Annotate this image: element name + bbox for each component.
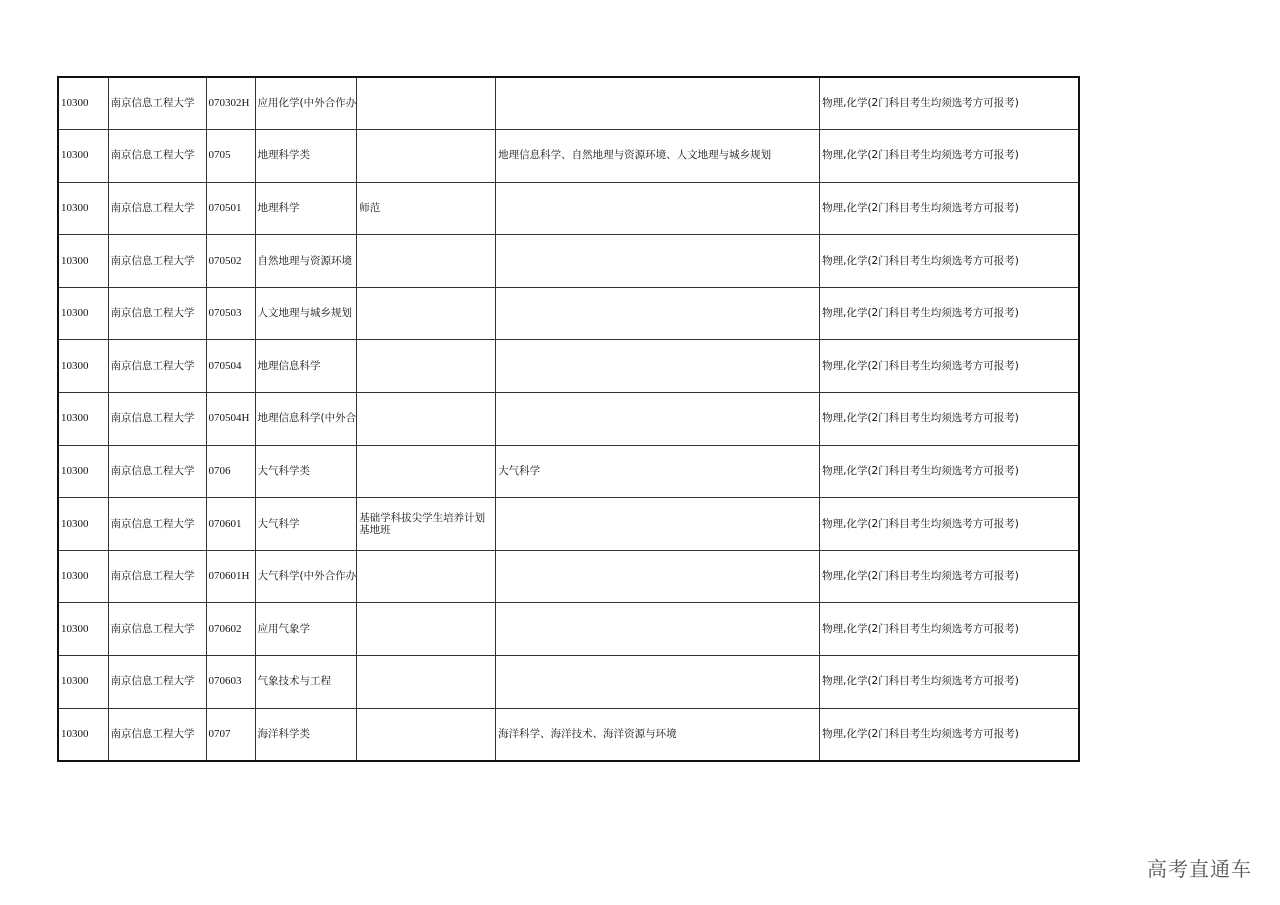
- school-code-cell: 10300: [58, 708, 108, 761]
- major-name-cell: 海洋科学类: [255, 708, 357, 761]
- school-name-cell: 南京信息工程大学: [108, 130, 206, 183]
- school-code-cell: 10300: [58, 603, 108, 656]
- major-note-cell: 基础学科拔尖学生培养计划基地班: [357, 498, 496, 551]
- school-name-cell: 南京信息工程大学: [108, 340, 206, 393]
- table-row: [58, 498, 1079, 551]
- major-note-cell: [357, 77, 496, 130]
- subject-requirement-cell: 物理,化学(2门科目考生均须选考方可报考): [820, 603, 1079, 656]
- major-code-cell: 070601: [206, 498, 255, 551]
- major-note-cell: [357, 130, 496, 183]
- major-name-cell: 地理科学: [255, 182, 357, 235]
- included-majors-cell: [496, 656, 820, 709]
- table-body: [58, 77, 1079, 761]
- major-code-cell: 0707: [206, 708, 255, 761]
- major-note-cell: [357, 445, 496, 498]
- major-name-cell: 地理信息科学(中外合: [255, 393, 357, 446]
- table-row: [58, 708, 1079, 761]
- school-name-cell: 南京信息工程大学: [108, 393, 206, 446]
- subject-requirement-cell: 物理,化学(2门科目考生均须选考方可报考): [820, 445, 1079, 498]
- subject-requirement-cell: 物理,化学(2门科目考生均须选考方可报考): [820, 235, 1079, 288]
- table-row: [58, 656, 1079, 709]
- subject-requirement-cell: 物理,化学(2门科目考生均须选考方可报考): [820, 708, 1079, 761]
- school-code-cell: 10300: [58, 498, 108, 551]
- table-row: [58, 445, 1079, 498]
- table-row: [58, 182, 1079, 235]
- major-name-cell: 大气科学(中外合作办: [255, 550, 357, 603]
- major-code-cell: 070502: [206, 235, 255, 288]
- major-note-cell: [357, 708, 496, 761]
- major-note-cell: [357, 603, 496, 656]
- school-code-cell: 10300: [58, 656, 108, 709]
- school-name-cell: 南京信息工程大学: [108, 656, 206, 709]
- school-code-cell: 10300: [58, 235, 108, 288]
- subject-requirement-cell: 物理,化学(2门科目考生均须选考方可报考): [820, 130, 1079, 183]
- major-note-cell: [357, 656, 496, 709]
- school-code-cell: 10300: [58, 393, 108, 446]
- major-code-cell: 0706: [206, 445, 255, 498]
- subject-requirement-cell: 物理,化学(2门科目考生均须选考方可报考): [820, 550, 1079, 603]
- table-row: [58, 340, 1079, 393]
- major-code-cell: 070602: [206, 603, 255, 656]
- subject-requirement-cell: 物理,化学(2门科目考生均须选考方可报考): [820, 393, 1079, 446]
- major-name-cell: 应用化学(中外合作办: [255, 77, 357, 130]
- major-note-cell: [357, 550, 496, 603]
- school-name-cell: 南京信息工程大学: [108, 182, 206, 235]
- major-note-cell: [357, 340, 496, 393]
- major-code-cell: 070603: [206, 656, 255, 709]
- major-note-cell: [357, 235, 496, 288]
- included-majors-cell: [496, 393, 820, 446]
- table-row: [58, 550, 1079, 603]
- school-code-cell: 10300: [58, 130, 108, 183]
- included-majors-cell: 海洋科学、海洋技术、海洋资源与环境: [496, 708, 820, 761]
- included-majors-cell: 大气科学: [496, 445, 820, 498]
- major-name-cell: 人文地理与城乡规划: [255, 287, 357, 340]
- table-row: [58, 393, 1079, 446]
- school-code-cell: 10300: [58, 340, 108, 393]
- school-name-cell: 南京信息工程大学: [108, 77, 206, 130]
- major-note-cell: [357, 287, 496, 340]
- major-name-cell: 大气科学类: [255, 445, 357, 498]
- included-majors-cell: [496, 235, 820, 288]
- school-code-cell: 10300: [58, 77, 108, 130]
- major-code-cell: 0705: [206, 130, 255, 183]
- included-majors-cell: [496, 340, 820, 393]
- table-row: [58, 287, 1079, 340]
- school-name-cell: 南京信息工程大学: [108, 550, 206, 603]
- table-row: [58, 235, 1079, 288]
- major-code-cell: 070601H: [206, 550, 255, 603]
- included-majors-cell: [496, 550, 820, 603]
- school-code-cell: 10300: [58, 287, 108, 340]
- major-code-cell: 070501: [206, 182, 255, 235]
- school-name-cell: 南京信息工程大学: [108, 445, 206, 498]
- included-majors-cell: [496, 498, 820, 551]
- major-note-cell: [357, 393, 496, 446]
- major-code-cell: 070504: [206, 340, 255, 393]
- included-majors-cell: [496, 182, 820, 235]
- major-name-cell: 地理科学类: [255, 130, 357, 183]
- table-row: [58, 77, 1079, 130]
- school-code-cell: 10300: [58, 182, 108, 235]
- subject-requirement-cell: 物理,化学(2门科目考生均须选考方可报考): [820, 656, 1079, 709]
- subject-requirement-cell: 物理,化学(2门科目考生均须选考方可报考): [820, 182, 1079, 235]
- major-name-cell: 应用气象学: [255, 603, 357, 656]
- major-code-cell: 070302H: [206, 77, 255, 130]
- school-name-cell: 南京信息工程大学: [108, 708, 206, 761]
- admission-requirements-table: [57, 76, 1080, 762]
- table-row: [58, 603, 1079, 656]
- included-majors-cell: [496, 287, 820, 340]
- included-majors-cell: [496, 77, 820, 130]
- school-name-cell: 南京信息工程大学: [108, 287, 206, 340]
- major-name-cell: 气象技术与工程: [255, 656, 357, 709]
- table-row: [58, 130, 1079, 183]
- school-code-cell: 10300: [58, 550, 108, 603]
- subject-requirement-cell: 物理,化学(2门科目考生均须选考方可报考): [820, 77, 1079, 130]
- school-name-cell: 南京信息工程大学: [108, 603, 206, 656]
- major-code-cell: 070503: [206, 287, 255, 340]
- major-note-cell: 师范: [357, 182, 496, 235]
- major-name-cell: 自然地理与资源环境: [255, 235, 357, 288]
- included-majors-cell: 地理信息科学、自然地理与资源环境、人文地理与城乡规划: [496, 130, 820, 183]
- watermark-text: 高考直通车: [1147, 857, 1252, 881]
- subject-requirement-cell: 物理,化学(2门科目考生均须选考方可报考): [820, 287, 1079, 340]
- subject-requirement-cell: 物理,化学(2门科目考生均须选考方可报考): [820, 340, 1079, 393]
- major-name-cell: 大气科学: [255, 498, 357, 551]
- major-name-cell: 地理信息科学: [255, 340, 357, 393]
- school-code-cell: 10300: [58, 445, 108, 498]
- major-code-cell: 070504H: [206, 393, 255, 446]
- school-name-cell: 南京信息工程大学: [108, 498, 206, 551]
- school-name-cell: 南京信息工程大学: [108, 235, 206, 288]
- subject-requirement-cell: 物理,化学(2门科目考生均须选考方可报考): [820, 498, 1079, 551]
- included-majors-cell: [496, 603, 820, 656]
